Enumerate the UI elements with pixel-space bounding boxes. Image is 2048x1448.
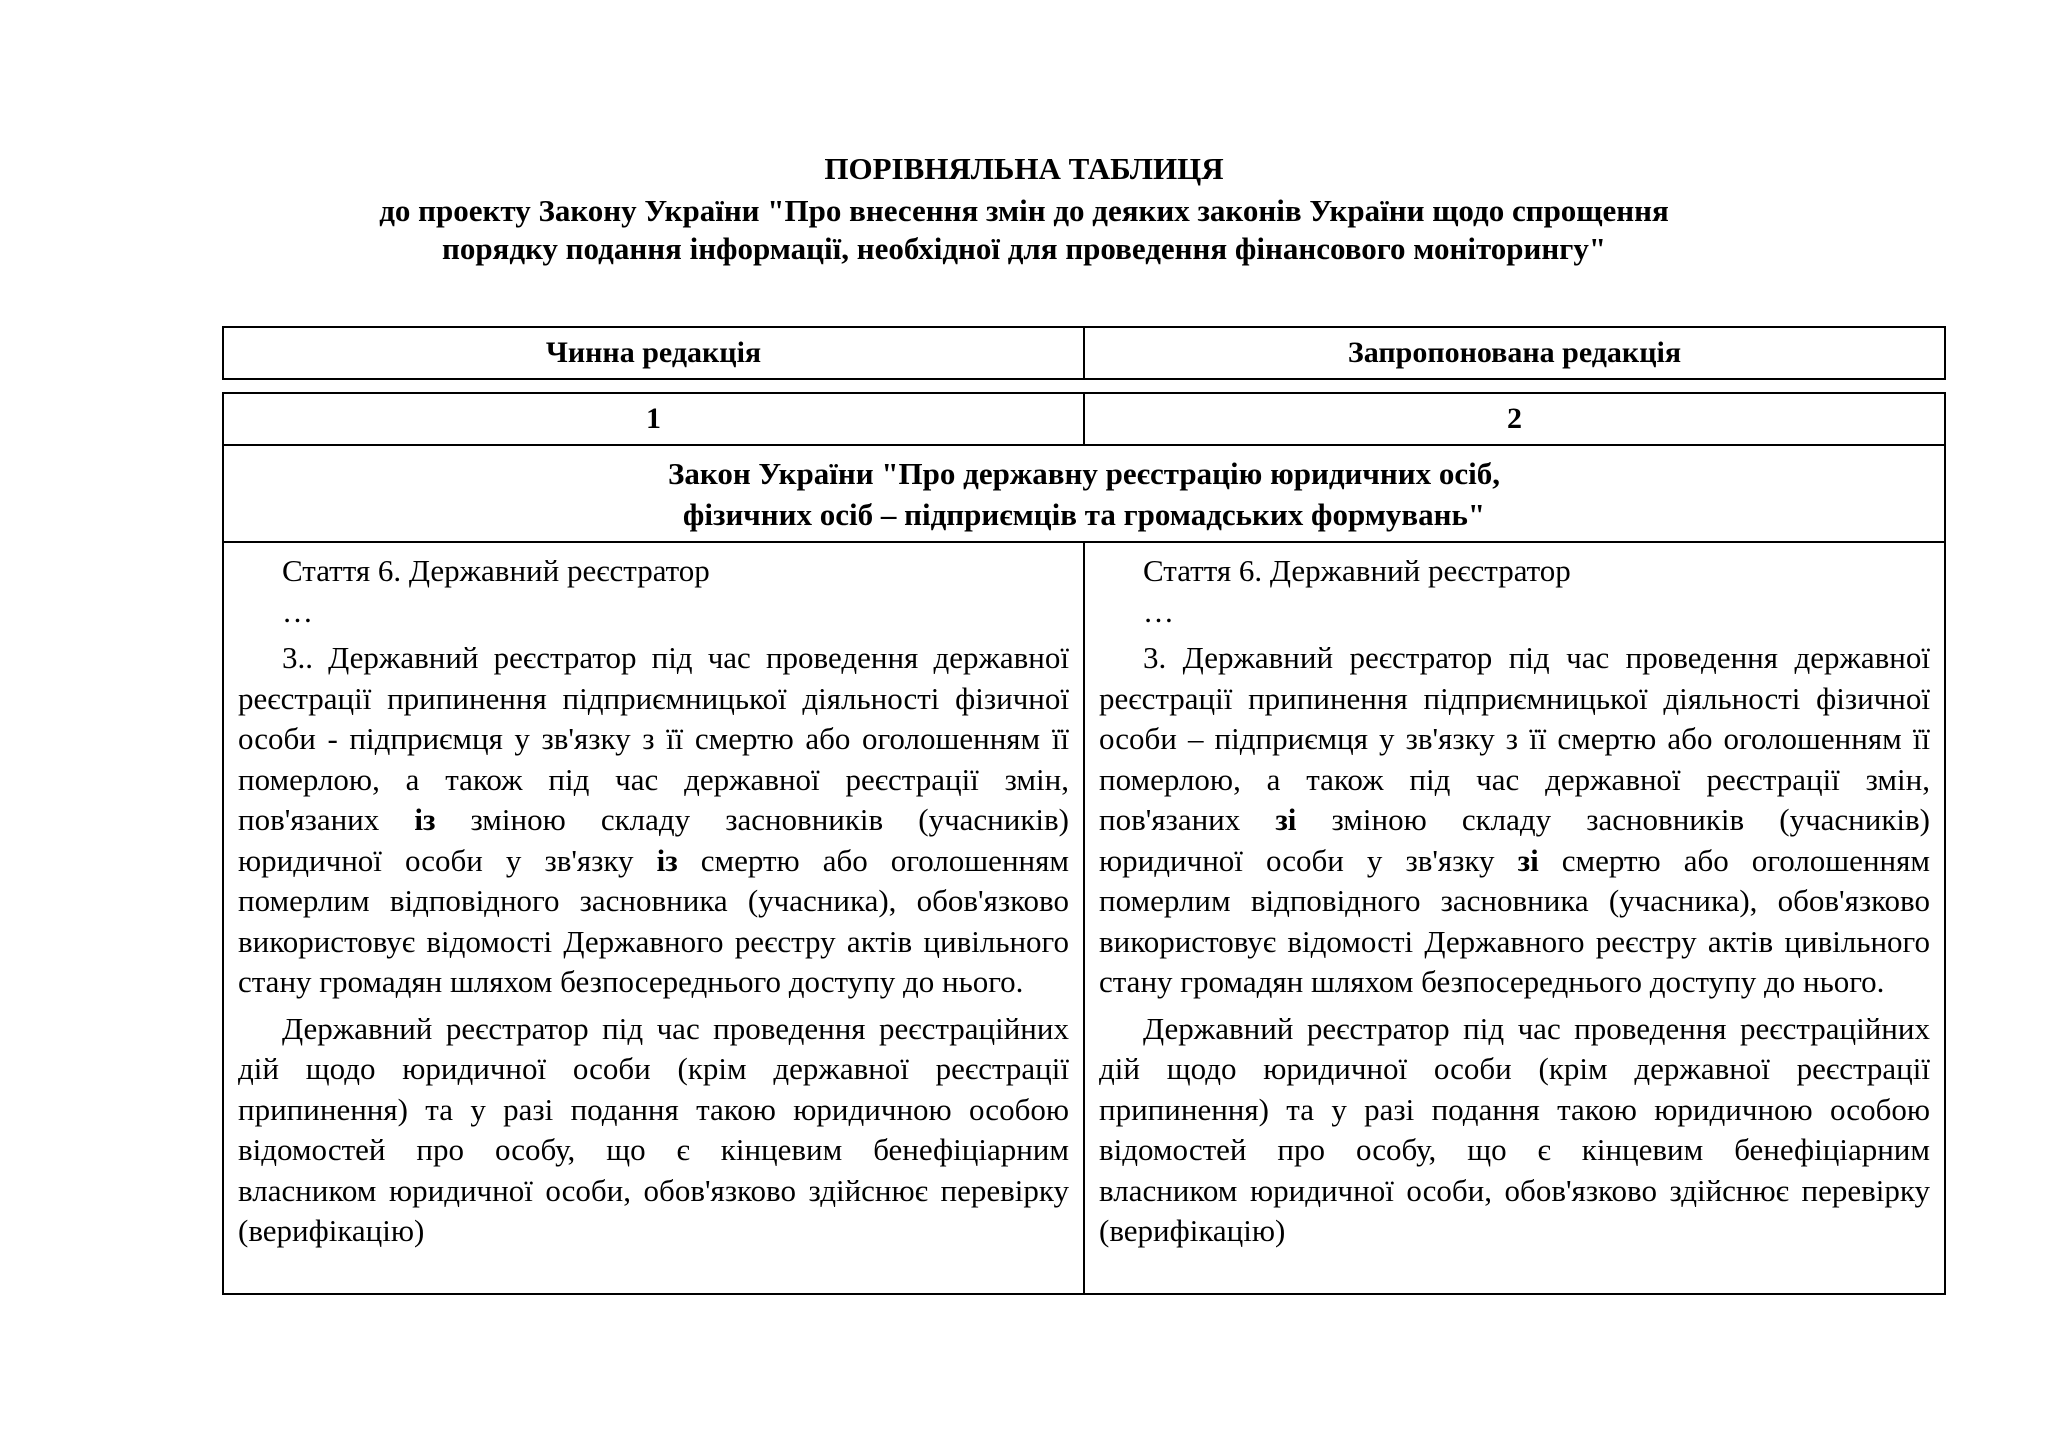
header-current-version: Чинна редакція bbox=[223, 327, 1084, 379]
left-paragraph-3 bbox=[238, 638, 1069, 1003]
left-p3-highlight-2: із bbox=[656, 842, 678, 878]
section-heading bbox=[223, 445, 1945, 542]
section-heading-row bbox=[223, 445, 1945, 542]
left-p3-text-c: зміною складу засновників (учасників) юридичної особи у зв'язку bbox=[238, 802, 1069, 878]
right-p3-text-c: зміною складу засновників (учасників) юридичної особи у зв'язку bbox=[1099, 802, 1930, 878]
section-heading-line1: Закон України "Про державну реєстрацію юридичних осіб, bbox=[668, 455, 1500, 491]
column-number-row bbox=[223, 393, 1945, 445]
title-subtitle bbox=[0, 192, 2048, 268]
right-paragraph-4: Державний реєстратор під час проведення реєстраційних дій щодо юридичної особи (крім державної реєстрації припинення) та у разі подання такою юридичною особою відомостей про особу, що є кінцевим бенефіціарним власником юридичної особи, обов'язково здійснює перевірку (верифікацію) bbox=[1099, 1010, 1930, 1248]
left-p3-highlight-1: із bbox=[414, 802, 436, 837]
left-p3-text-a: 3.. Державний реєстратор під час проведення державної реєстрації припинення підприємницької діяльності фізичної особи - підприємця у зв'язку з її смертю або оголошенням її померлою, а також під час державної реєстрації змін, пов'язаних bbox=[238, 640, 1069, 837]
document-title bbox=[0, 150, 2048, 268]
section-heading-line2: фізичних осіб – підприємців та громадських формувань" bbox=[682, 496, 1486, 532]
title-subtitle-line1: до проекту Закону України "Про внесення змін до деяких законів України щодо спрощення bbox=[379, 193, 1669, 228]
left-paragraph-4: Державний реєстратор під час проведення реєстраційних дій щодо юридичної особи (крім державної реєстрації припинення) та у разі подання такою юридичною особою відомостей про особу, що є кінцевим бенефіціарним власником юридичної особи, обов'язково здійснює перевірку (верифікацію) bbox=[238, 1010, 1069, 1248]
current-version-cell bbox=[223, 542, 1084, 1294]
right-paragraph-3 bbox=[1099, 638, 1930, 1003]
column-number-1: 1 bbox=[223, 393, 1084, 445]
column-header-table bbox=[222, 326, 1946, 380]
left-p3-text-e: смертю або оголошенням померлим відповідного засновника (учасника), обов'язково використовує відомості Державного реєстру актів цивільного стану громадян шляхом безпосереднього доступу до нього. bbox=[238, 842, 1069, 999]
right-p3-highlight-1: зі bbox=[1275, 802, 1297, 837]
title-subtitle-line2: порядку подання інформації, необхідної для проведення фінансового моніторингу" bbox=[441, 231, 1607, 266]
comparison-table bbox=[222, 392, 1946, 1295]
right-article-title: Стаття 6. Державний реєстратор bbox=[1143, 553, 1571, 588]
proposed-version-cell bbox=[1084, 542, 1945, 1294]
left-article-title: Стаття 6. Державний реєстратор bbox=[282, 553, 710, 588]
header-proposed-version: Запропонована редакція bbox=[1084, 327, 1945, 379]
right-p3-highlight-2: зі bbox=[1517, 842, 1539, 878]
right-ellipsis: … bbox=[1143, 593, 1174, 629]
title-main: ПОРІВНЯЛЬНА ТАБЛИЦЯ bbox=[824, 151, 1224, 186]
column-number-2: 2 bbox=[1084, 393, 1945, 445]
right-p3-text-a: 3. Державний реєстратор під час проведення державної реєстрації припинення підприємницької діяльності фізичної особи – підприємця у зв'язку з її смертю або оголошенням її померлою, а також під час державної реєстрації змін, пов'язаних bbox=[1099, 640, 1930, 837]
left-ellipsis: … bbox=[282, 593, 313, 629]
right-p3-text-e: смертю або оголошенням померлим відповідного засновника (учасника), обов'язково використовує відомості Державного реєстру актів цивільного стану громадян шляхом безпосереднього доступу до нього. bbox=[1099, 842, 1930, 999]
content-row bbox=[223, 542, 1945, 1294]
